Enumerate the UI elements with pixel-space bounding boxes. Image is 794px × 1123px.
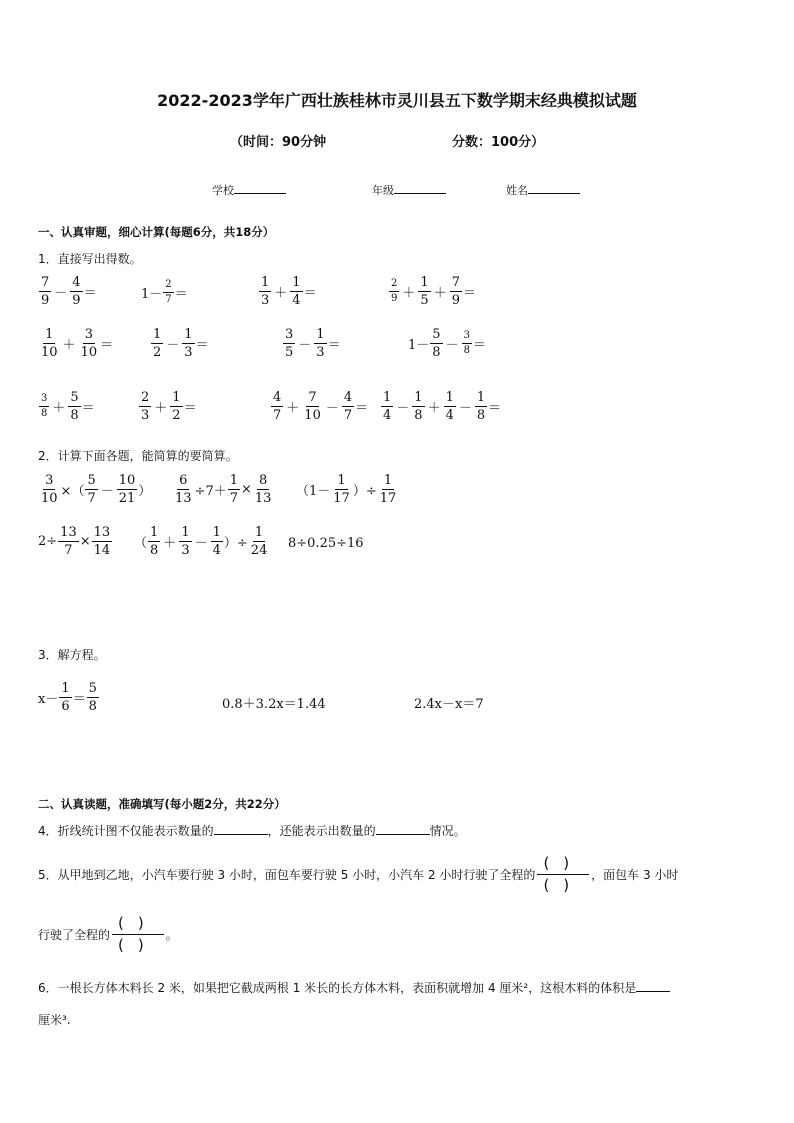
section-heading: 二、认真读题，准确填写(每小题2分，共22分） [38, 797, 286, 811]
name-field[interactable]: 姓名 [506, 182, 580, 198]
question-label: 2．计算下面各题，能简算的要简算。 [38, 449, 238, 463]
question-4: 4．折线统计图不仅能表示数量的 ，还能表示出数量的 情况。 [38, 824, 466, 838]
problem: $\frac{4}{7}$ ＋ $\frac{7}{10}$ － $\frac{4}{7}$ ＝ [273, 390, 369, 423]
problem: （1－ $\frac{1}{17}$ ）÷ $\frac{1}{17}$ [296, 473, 397, 506]
question-5-line2: 行驶了全程的 $\frac{()}{()}$ 。 [38, 914, 178, 954]
answer-blank[interactable] [376, 823, 430, 835]
equation: 2.4x－x＝7 [414, 697, 484, 712]
problem: （ $\frac{1}{8}$ ＋ $\frac{1}{3}$ － $\frac{1}{4}$ ）÷ $\frac{1}{24}$ [134, 525, 268, 558]
problem: $\frac{6}{13}$ ÷7＋ $\frac{1}{7}$ × $\frac{8}{13}$ [175, 473, 272, 506]
problem: $\frac{7}{9}$ － $\frac{4}{9}$ ＝ [41, 275, 97, 308]
problem: $\frac{2}{3}$ ＋ $\frac{1}{2}$ ＝ [141, 390, 197, 423]
school-field[interactable]: 学校 [212, 182, 286, 198]
question-label: 1．直接写出得数。 [38, 252, 142, 266]
problem: $\frac{1}{2}$ － $\frac{1}{3}$ ＝ [153, 327, 209, 360]
question-6-line1: 6．一根长方体木料长 2 米，如果把它截成两根 1 米长的长方体木料，表面积就增加 4 厘米²，这根木料的体积是 [38, 979, 670, 996]
problem: 1－ $\frac{5}{8}$ － $\frac{3}{8}$ ＝ [408, 327, 486, 360]
problem: $\frac{1}{4}$ － $\frac{1}{8}$ ＋ $\frac{1}{4}$ － $\frac{1}{8}$ ＝ [383, 390, 502, 423]
problem: 8÷0.25÷16 [288, 536, 364, 551]
answer-blank[interactable] [214, 823, 268, 835]
question-label: 3．解方程。 [38, 648, 106, 662]
section-heading: 一、认真审题，细心计算(每题6分，共18分） [38, 225, 275, 239]
problem: $\frac{2}{9}$ ＋ $\frac{1}{5}$ ＋ $\frac{7}{9}$ ＝ [391, 275, 476, 308]
equation: 0.8＋3.2x＝1.44 [222, 697, 326, 712]
exam-score: 分数：100分） [452, 135, 545, 150]
problem: $\frac{1}{10}$ ＋ $\frac{3}{10}$ ＝ [41, 327, 114, 360]
question-5-line1: 5．从甲地到乙地，小汽车要行驶 3 小时，面包车要行驶 5 小时，小汽车 2 小时行驶了全程的 $\frac{()}{()}$ ，面包车 3 小时 [38, 854, 679, 894]
fraction-blank[interactable]: $\frac{()}{()}$ [537, 856, 589, 893]
answer-blank[interactable] [636, 980, 670, 992]
problem: $\frac{3}{10}$ ×（ $\frac{5}{7}$ － $\frac{10}{21}$ ） [41, 473, 152, 506]
problem: 1－ $\frac{2}{7}$ ＝ [141, 279, 188, 305]
problem: $\frac{3}{8}$ ＋ $\frac{5}{8}$ ＝ [41, 390, 95, 423]
exam-time: （时间：90分钟 [230, 135, 327, 150]
problem: $\frac{3}{5}$ － $\frac{1}{3}$ ＝ [285, 327, 341, 360]
question-6-line2: 厘米³. [38, 1013, 71, 1027]
equation: x－ $\frac{1}{6}$ ＝ $\frac{5}{8}$ [38, 681, 97, 714]
problem: $\frac{1}{3}$ ＋ $\frac{1}{4}$ ＝ [261, 275, 317, 308]
grade-field[interactable]: 年级 [372, 182, 446, 198]
fraction-blank[interactable]: $\frac{()}{()}$ [112, 916, 164, 953]
problem: 2÷ $\frac{13}{7}$ × $\frac{13}{14}$ [38, 525, 111, 558]
page-title: 2022-2023学年广西壮族桂林市灵川县五下数学期末经典模拟试题 [157, 91, 637, 110]
